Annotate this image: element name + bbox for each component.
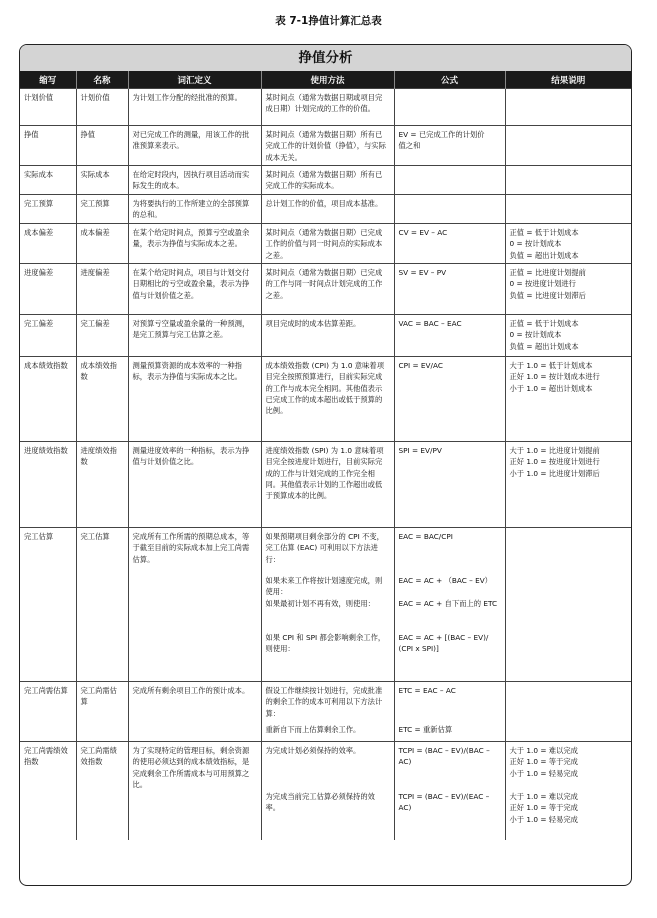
- column-header: 缩写: [20, 71, 76, 89]
- result-text: 正值 = 比进度计划提前 0 = 按进度计划进行 负值 = 比进度计划滞后: [509, 268, 586, 300]
- cell-abbr: 完工预算: [20, 195, 76, 224]
- usage-text: 如果 CPI 和 SPI 都会影响剩余工作，则使用：: [265, 633, 386, 654]
- cell-name: 成本绩效指数: [76, 357, 128, 442]
- cell-name: 挣值: [76, 126, 128, 166]
- cell-result: [505, 682, 631, 742]
- table-row: [20, 89, 631, 126]
- formula-text: ETC = EAC – AC: [398, 686, 456, 695]
- page-title: 表 7-1挣值计算汇总表: [275, 15, 382, 27]
- cell-usage: [261, 166, 394, 195]
- table-row: [20, 742, 631, 840]
- formula-text: EV = 已完成工作的计划价值之和: [398, 130, 485, 151]
- ev-summary-table-frame: [19, 44, 632, 886]
- cell-usage: [261, 224, 394, 264]
- cell-usage: [261, 682, 394, 742]
- formula-text: EAC = AC + 自下而上的 ETC: [398, 599, 498, 608]
- cell-formula: [394, 742, 505, 840]
- cell-definition: 对已完成工作的测量，用该工作的批准预算来表示。: [128, 126, 261, 166]
- table-row: [20, 126, 631, 166]
- cell-name: 完工尚需绩效指数: [76, 742, 128, 840]
- result-text: 正值 = 低于计划成本 0 = 按计划成本 负值 = 超出计划成本: [509, 319, 579, 351]
- formula-text: SV = EV – PV: [398, 268, 447, 277]
- table-row: [20, 195, 631, 224]
- usage-text: 某时间点（通常为数据日期）已完成工作的价值与同一时间点的实际成本之差。: [265, 228, 383, 260]
- cell-result: [505, 195, 631, 224]
- cell-result: [505, 126, 631, 166]
- usage-text: 某时间点（通常为数据日期）已完成的工作与同一时间点计划完成的工作之差。: [265, 268, 383, 300]
- result-text: 大于 1.0 = 难以完成 正好 1.0 = 等于完成 小于 1.0 = 轻易完成: [509, 792, 578, 824]
- usage-text: 进度绩效指数 (SPI) 为 1.0 意味着项目完全按进度计划进行，目前实际完成的工作与计划完成的工作完全相同。其他值表示计划的工作超出或低于预算成本的比例。: [265, 446, 384, 501]
- cell-name: 计划价值: [76, 89, 128, 126]
- table-row: [20, 224, 631, 264]
- cell-name: 完工预算: [76, 195, 128, 224]
- cell-usage: [261, 89, 394, 126]
- cell-formula: [394, 264, 505, 315]
- cell-result: [505, 166, 631, 195]
- cell-name: 完工偏差: [76, 315, 128, 357]
- usage-text: 重新自下而上估算剩余工作。: [265, 725, 361, 734]
- formula-text: EAC = BAC/CPI: [398, 532, 453, 541]
- column-header: 词汇定义: [128, 71, 261, 89]
- result-text: 大于 1.0 = 难以完成 正好 1.0 = 等于完成 小于 1.0 = 轻易完成: [509, 746, 578, 778]
- cell-formula: [394, 528, 505, 682]
- cell-definition: 在某个给定时间点，预算亏空或盈余量，表示为挣值与实际成本之差。: [128, 224, 261, 264]
- result-text: 正值 = 低于计划成本 0 = 按计划成本 负值 = 超出计划成本: [509, 228, 579, 260]
- formula-text: VAC = BAC – EAC: [398, 319, 462, 328]
- ev-summary-table: [20, 71, 631, 840]
- cell-formula: [394, 442, 505, 528]
- usage-text: 假设工作继续按计划进行，完成批准的剩余工作的成本可利用以下方法计算：: [265, 686, 383, 718]
- cell-result: [505, 224, 631, 264]
- cell-usage: [261, 528, 394, 682]
- usage-text: 项目完成时的成本估算差距。: [265, 319, 361, 328]
- cell-formula: [394, 224, 505, 264]
- cell-result: [505, 315, 631, 357]
- usage-text: 某时间点（通常为数据日期）所有已完成工作的计划价值（挣值），与实际成本无关。: [265, 130, 386, 162]
- cell-abbr: 实际成本: [20, 166, 76, 195]
- cell-abbr: 完工估算: [20, 528, 76, 682]
- usage-text: 如果最初计划不再有效，则使用：: [265, 599, 375, 608]
- cell-formula: [394, 195, 505, 224]
- cell-formula: [394, 682, 505, 742]
- cell-definition: 在给定时段内，因执行项目活动而实际发生的成本。: [128, 166, 261, 195]
- table-row: [20, 166, 631, 195]
- cell-definition: 完成所有工作所需的预期总成本，等于截至目前的实际成本加上完工尚需估算。: [128, 528, 261, 682]
- formula-text: SPI = EV/PV: [398, 446, 442, 455]
- formula-text: CPI = EV/AC: [398, 361, 443, 370]
- cell-abbr: 完工偏差: [20, 315, 76, 357]
- cell-usage: [261, 126, 394, 166]
- cell-usage: [261, 264, 394, 315]
- cell-result: [505, 528, 631, 682]
- table-row: [20, 264, 631, 315]
- column-header: 结果说明: [505, 71, 631, 89]
- cell-name: 完工尚需估算: [76, 682, 128, 742]
- cell-result: [505, 742, 631, 840]
- cell-abbr: 成本偏差: [20, 224, 76, 264]
- column-header: 名称: [76, 71, 128, 89]
- usage-text: 某时间点（通常为数据日期或项目完成日期）计划完成的工作的价值。: [265, 93, 383, 114]
- usage-text: 某时间点（通常为数据日期）所有已完成工作的实际成本。: [265, 170, 383, 191]
- result-text: 大于 1.0 = 比进度计划提前 正好 1.0 = 按进度计划进行 小于 1.0 = 比进度计划滞后: [509, 446, 600, 478]
- cell-abbr: 计划价值: [20, 89, 76, 126]
- usage-text: 成本绩效指数 (CPI) 为 1.0 意味着项目完全按照预算进行，目前实际完成的工作与成本完全相同。其他值表示已完成工作的成本超出或低于预算的比例。: [265, 361, 384, 416]
- cell-usage: [261, 442, 394, 528]
- cell-usage: [261, 742, 394, 840]
- cell-usage: [261, 195, 394, 224]
- formula-text: TCPI = (BAC – EV)/(BAC – AC): [398, 746, 490, 767]
- table-row: [20, 682, 631, 742]
- cell-definition: 测量预算资源的成本效率的一种指标，表示为挣值与实际成本之比。: [128, 357, 261, 442]
- cell-definition: 完成所有剩余项目工作的预计成本。: [128, 682, 261, 742]
- column-header: 使用方法: [261, 71, 394, 89]
- cell-name: 进度绩效指数: [76, 442, 128, 528]
- column-header: 公式: [394, 71, 505, 89]
- cell-result: [505, 357, 631, 442]
- cell-name: 成本偏差: [76, 224, 128, 264]
- table-row: [20, 357, 631, 442]
- result-text: 大于 1.0 = 低于计划成本 正好 1.0 = 按计划成本进行 小于 1.0 = 超出计划成本: [509, 361, 600, 393]
- cell-formula: [394, 89, 505, 126]
- usage-text: 如果未来工作将按计划速度完成，则使用：: [265, 576, 383, 597]
- cell-name: 完工估算: [76, 528, 128, 682]
- cell-result: [505, 442, 631, 528]
- cell-result: [505, 89, 631, 126]
- usage-text: 总计划工作的价值，项目成本基准。: [265, 199, 383, 208]
- header-row: [20, 71, 631, 89]
- usage-text: 为完成当前完工估算必须保持的效率。: [265, 792, 375, 813]
- formula-text: CV = EV – AC: [398, 228, 448, 237]
- cell-usage: [261, 315, 394, 357]
- cell-definition: 为将要执行的工作所建立的全部预算的总和。: [128, 195, 261, 224]
- usage-text: 为完成计划必须保持的效率。: [265, 746, 361, 755]
- formula-text: TCPI = (BAC – EV)/(EAC – AC): [398, 792, 490, 813]
- cell-formula: [394, 126, 505, 166]
- cell-definition: 测量进度效率的一种指标，表示为挣值与计划价值之比。: [128, 442, 261, 528]
- cell-abbr: 成本绩效指数: [20, 357, 76, 442]
- formula-text: ETC = 重新估算: [398, 725, 453, 734]
- cell-name: 进度偏差: [76, 264, 128, 315]
- usage-text: 如果预期项目剩余部分的 CPI 不变，完工估算 (EAC) 可利用以下方法进行：: [265, 532, 384, 564]
- cell-usage: [261, 357, 394, 442]
- table-row: [20, 528, 631, 682]
- table-row: [20, 442, 631, 528]
- cell-abbr: 进度绩效指数: [20, 442, 76, 528]
- table-banner: 挣值分析: [20, 45, 631, 72]
- formula-text: EAC = AC + （BAC – EV）: [398, 576, 492, 585]
- cell-abbr: 进度偏差: [20, 264, 76, 315]
- cell-result: [505, 264, 631, 315]
- cell-name: 实际成本: [76, 166, 128, 195]
- cell-definition: 对预算亏空量或盈余量的一种预测，是完工预算与完工估算之差。: [128, 315, 261, 357]
- cell-definition: 为计划工作分配的经批准的预算。: [128, 89, 261, 126]
- formula-text: EAC = AC + [(BAC – EV)/ (CPI x SPI)]: [398, 633, 489, 654]
- cell-abbr: 完工尚需估算: [20, 682, 76, 742]
- cell-formula: [394, 166, 505, 195]
- cell-abbr: 完工尚需绩效指数: [20, 742, 76, 840]
- cell-formula: [394, 357, 505, 442]
- table-row: [20, 315, 631, 357]
- cell-formula: [394, 315, 505, 357]
- cell-definition: 为了实现特定的管理目标，剩余资源的使用必须达到的成本绩效指标，是完成剩余工作所需成本与可用预算之比。: [128, 742, 261, 840]
- cell-abbr: 挣值: [20, 126, 76, 166]
- cell-definition: 在某个给定时间点，项目与计划交付日期相比的亏空或盈余量，表示为挣值与计划价值之差。: [128, 264, 261, 315]
